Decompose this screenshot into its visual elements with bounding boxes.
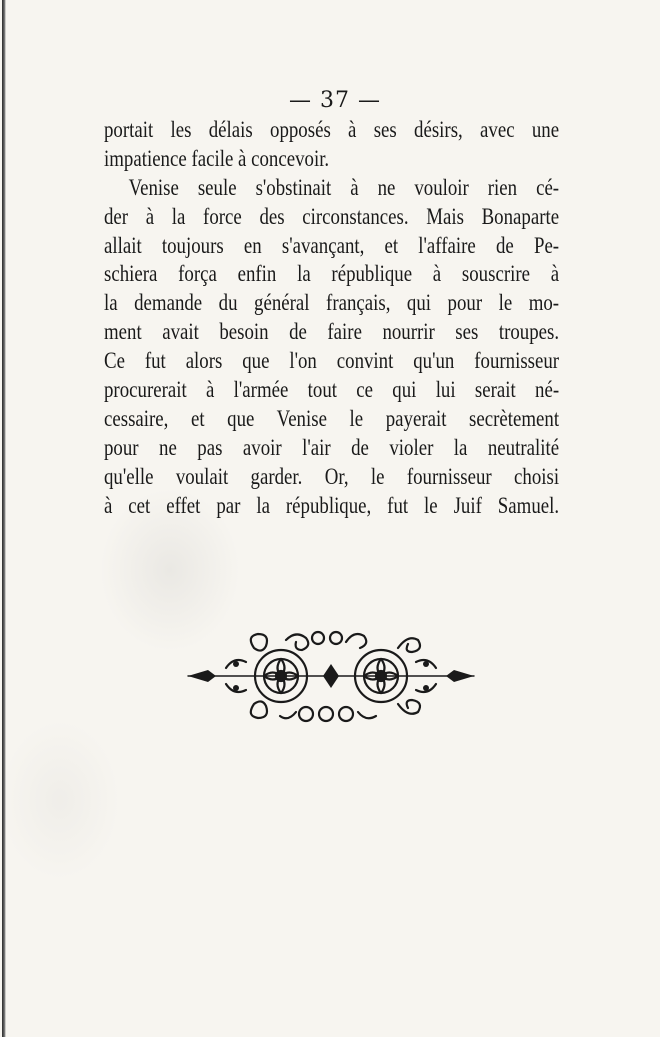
page-binding-edge	[2, 0, 6, 1037]
text-line: la demande du général français, qui pour le mo-	[104, 290, 560, 316]
ornament-vignette	[186, 626, 476, 726]
text-line: Venise seule s'obstinait à ne vouloir rien cé-	[128, 174, 560, 200]
text-line: cessaire, et que Venise le payerait secrètement	[104, 405, 560, 431]
text-line: à cet effet par la république, fut le Juif Samuel.	[104, 492, 560, 518]
text-line: Ce fut alors que l'on convint qu'un fournisseur	[104, 348, 560, 374]
text-line: ment avait besoin de faire nourrir ses troupes.	[104, 319, 560, 345]
body-text	[104, 116, 559, 520]
text-line: allait toujours en s'avançant, et l'affaire de Pe-	[104, 232, 560, 258]
text-line: procurerait à l'armée tout ce qui lui serait né-	[104, 377, 560, 403]
text-line: qu'elle voulait garder. Or, le fournisseur choisi	[104, 463, 560, 489]
text-line: impatience facile à concevoir.	[104, 145, 330, 171]
text-line: pour ne pas avoir l'air de violer la neutralité	[104, 434, 560, 460]
text-line: portait les délais opposés à ses désirs, avec une	[104, 117, 560, 142]
page-number: — 37 —	[289, 88, 381, 113]
text-line: der à la force des circonstances. Mais Bonaparte	[104, 203, 560, 229]
text-line: schiera força enfin la république à souscrire à	[104, 261, 560, 287]
